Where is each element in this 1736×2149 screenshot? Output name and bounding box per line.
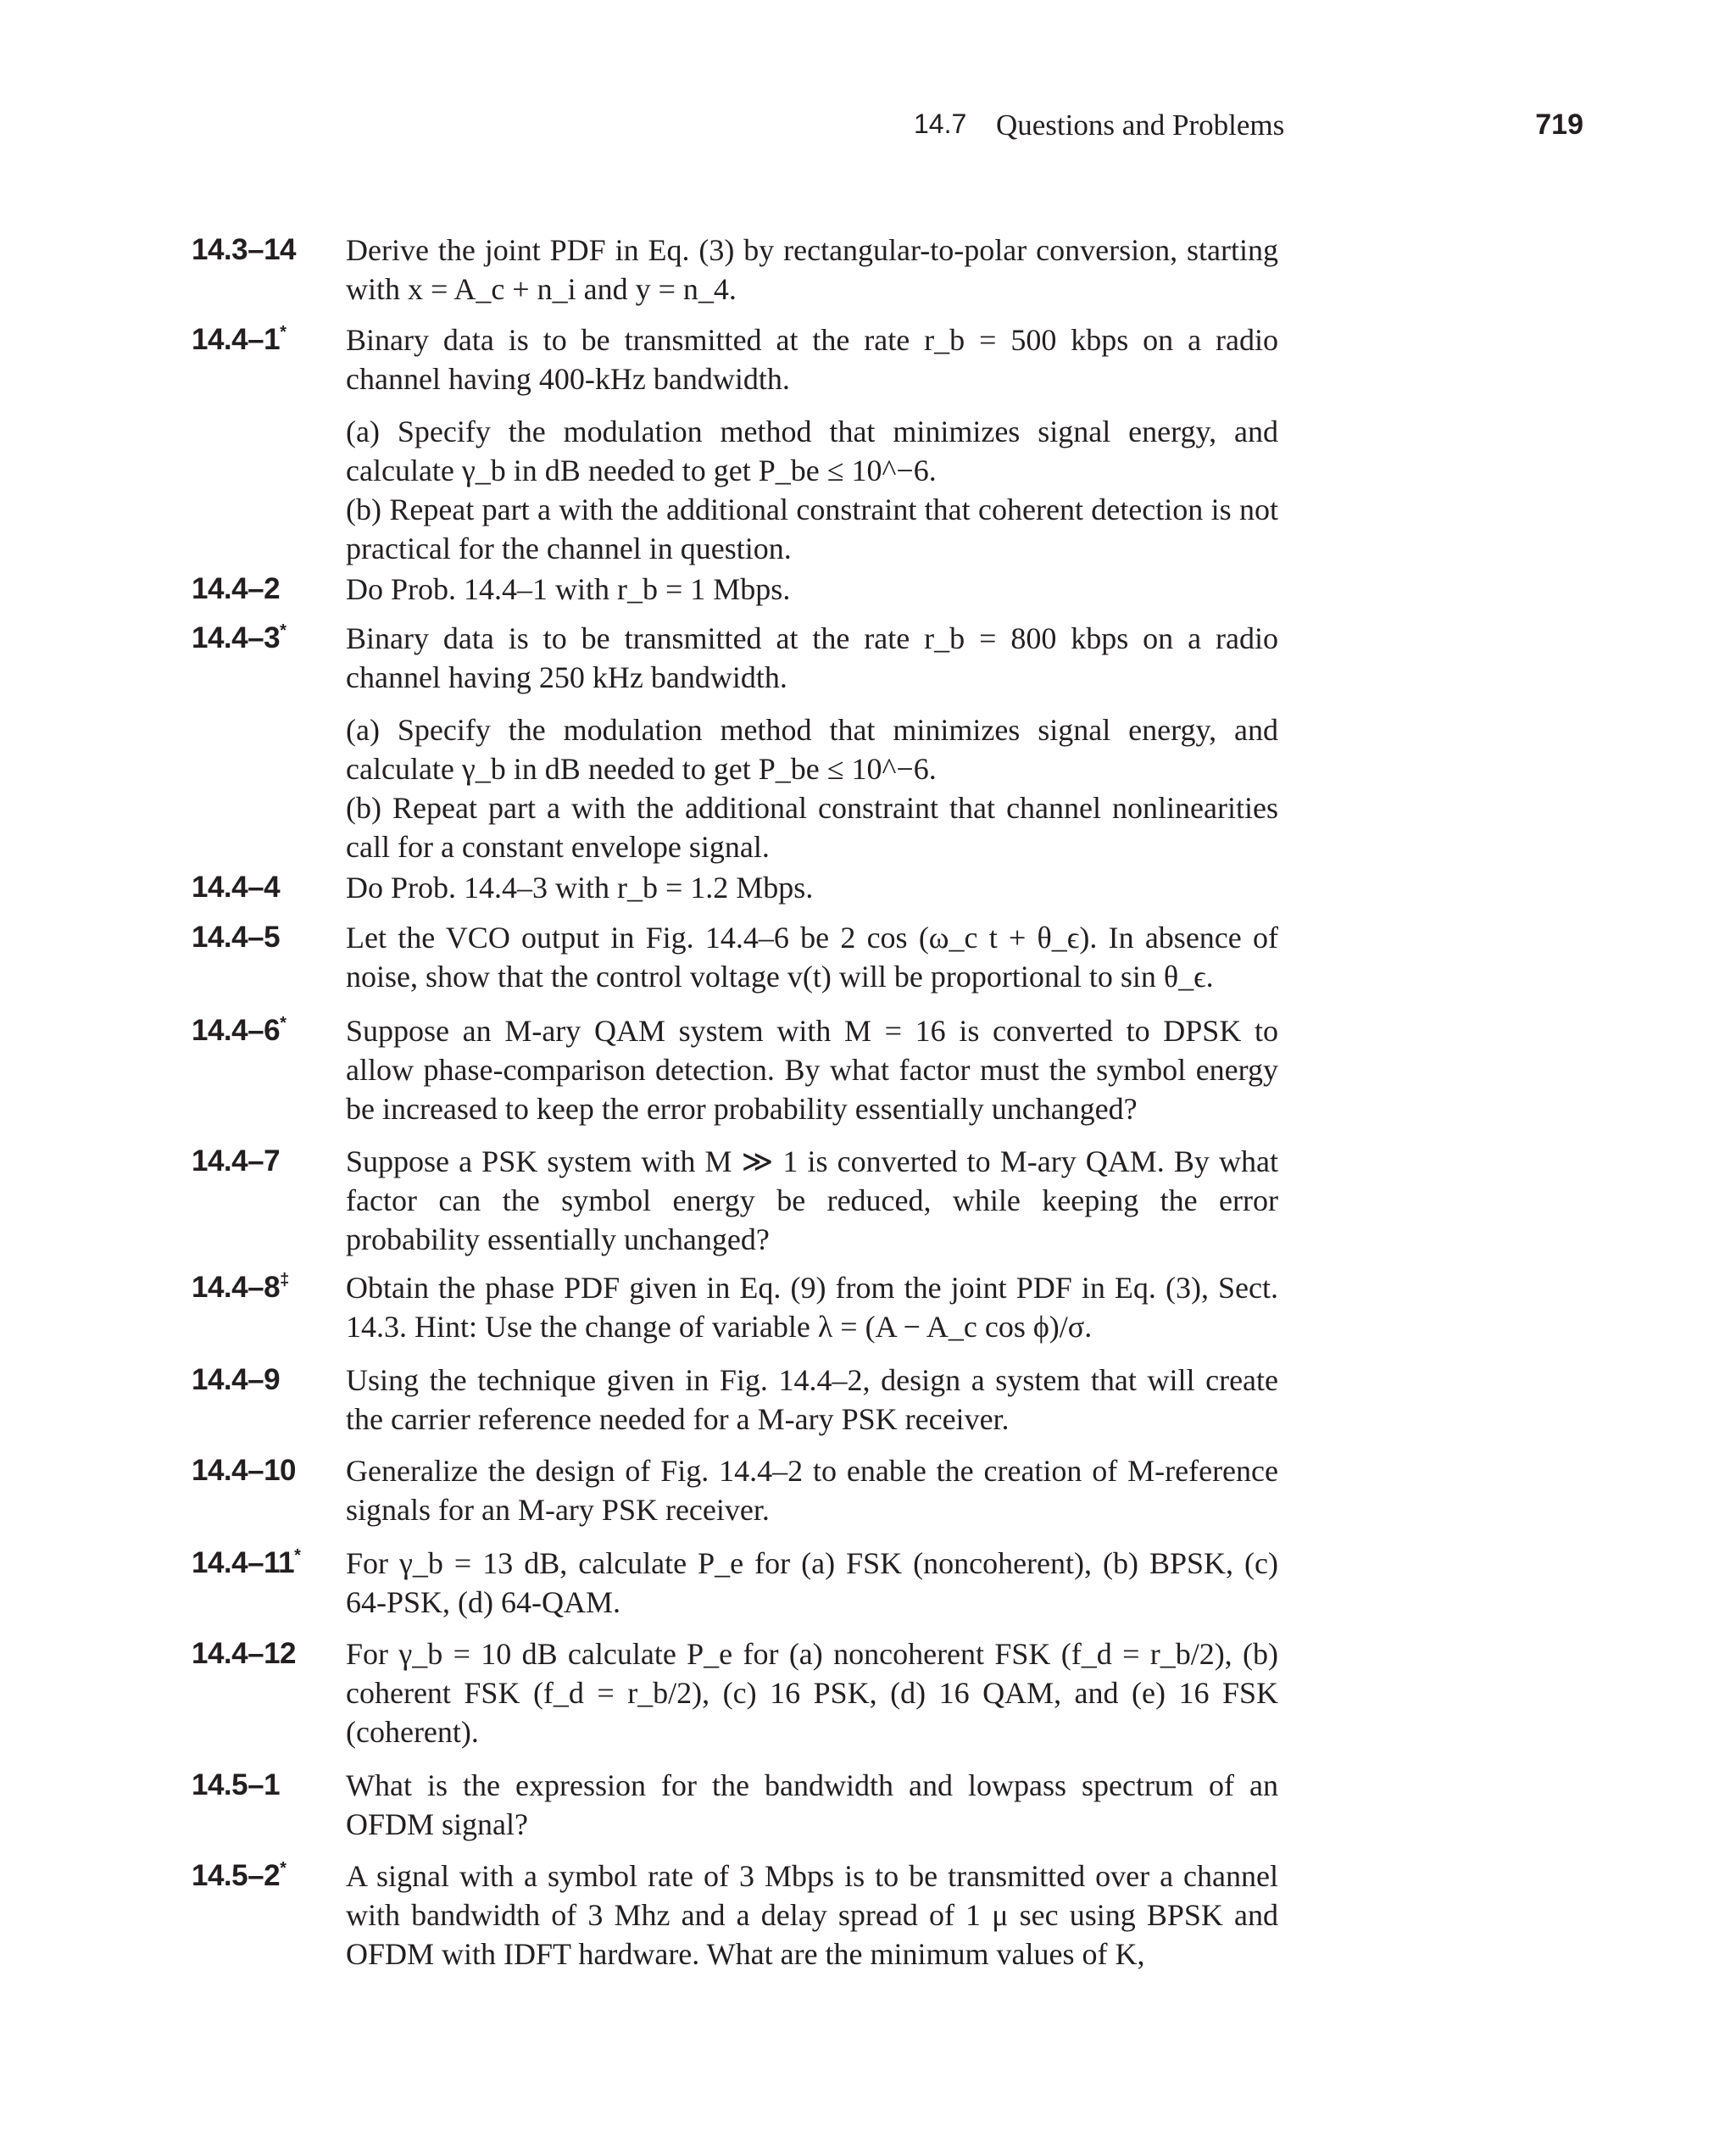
problem-part-b: (b) Repeat part a with the additional constraint that coherent detection is not practical for the channel in question.: [346, 493, 1278, 565]
problem-number: 14.4–9: [192, 1363, 281, 1396]
problem-text: [346, 1857, 1278, 1974]
problem-paragraph: Let the VCO output in Fig. 14.4–6 be 2 cos (ω_c t + θ_ϵ). In absence of noise, show that the control voltage v(t) will be proportional to sin θ_ϵ.: [346, 921, 1278, 994]
problem-number: 14.5–2*: [192, 1859, 287, 1892]
problem-number: 14.4–11*: [192, 1546, 301, 1579]
problem-number: 14.4–8‡: [192, 1271, 289, 1304]
problem-number: 14.4–3*: [192, 621, 287, 654]
problem-paragraph: For γ_b = 10 dB calculate P_e for (a) noncoherent FSK (f_d = r_b/2), (b) coherent FSK (f_d = r_b/2), (c) 16 PSK, (d) 16 QAM, and (e) 16 FSK (coherent).: [346, 1637, 1278, 1749]
problem-paragraph: Generalize the design of Fig. 14.4–2 to enable the creation of M-reference signals for an M-ary PSK receiver.: [346, 1454, 1278, 1527]
problem-text: [346, 619, 1278, 866]
page-number: 719: [1535, 109, 1583, 141]
problem-paragraph: Suppose a PSK system with M ≫ 1 is converted to M-ary QAM. By what factor can the symbol energy be reduced, while keeping the error probability essentially unchanged?: [346, 1144, 1278, 1256]
problem-text: [346, 1766, 1278, 1844]
section-title: Questions and Problems: [996, 109, 1285, 142]
problem-text: [346, 231, 1278, 309]
problem-part-a: (a) Specify the modulation method that minimizes signal energy, and calculate γ_b in dB needed to get P_be ≤ 10^−6.: [346, 713, 1278, 786]
problem-text: [346, 1634, 1278, 1751]
problem-text: [346, 1451, 1278, 1529]
problem-paragraph: For γ_b = 13 dB, calculate P_e for (a) FSK (noncoherent), (b) BPSK, (c) 64-PSK, (d) 64-QAM.: [346, 1546, 1278, 1619]
problem-number: 14.4–7: [192, 1144, 281, 1177]
problem-text: [346, 570, 1278, 609]
problem-number: 14.5–1: [192, 1768, 281, 1801]
problem-paragraph: Do Prob. 14.4–3 with r_b = 1.2 Mbps.: [346, 871, 814, 905]
problem-number: 14.4–10: [192, 1454, 297, 1487]
problem-text: [346, 868, 1278, 907]
problem-paragraph: Binary data is to be transmitted at the rate r_b = 800 kbps on a radio channel having 250 kHz bandwidth.: [346, 621, 1278, 694]
problem-paragraph: Binary data is to be transmitted at the rate r_b = 500 kbps on a radio channel having 400-kHz bandwidth.: [346, 323, 1278, 396]
section-number: 14.7: [914, 109, 967, 139]
problem-number: 14.4–12: [192, 1637, 297, 1670]
problem-number: 14.4–2: [192, 572, 281, 605]
problem-paragraph: A signal with a symbol rate of 3 Mbps is to be transmitted over a channel with bandwidth of 3 Mhz and a delay spread of 1 μ sec using BPSK and OFDM with IDFT hardware. What are the minimum values of K,: [346, 1859, 1278, 1971]
problem-text: [346, 320, 1278, 568]
problem-number: 14.4–6*: [192, 1014, 287, 1047]
problem-paragraph: What is the expression for the bandwidth and lowpass spectrum of an OFDM signal?: [346, 1768, 1278, 1841]
problem-text: [346, 1011, 1278, 1128]
problem-paragraph: Derive the joint PDF in Eq. (3) by rectangular-to-polar conversion, starting with x = A_c + n_i and y = n_4.: [346, 233, 1278, 306]
problem-part-b: (b) Repeat part a with the additional constraint that channel nonlinearities call for a constant envelope signal.: [346, 791, 1278, 864]
problem-text: [346, 918, 1278, 996]
running-head: [0, 109, 1736, 146]
problem-number: 14.4–4: [192, 871, 281, 904]
problem-paragraph: Suppose an M-ary QAM system with M = 16 is converted to DPSK to allow phase-comparison detection. By what factor must the symbol energy be increased to keep the error probability essentially unchanged?: [346, 1014, 1278, 1126]
problem-number: 14.3–14: [192, 233, 297, 266]
problem-paragraph: Obtain the phase PDF given in Eq. (9) from the joint PDF in Eq. (3), Sect. 14.3. Hint: Use the change of variable λ = (A − A_c cos ϕ)/σ.: [346, 1271, 1278, 1344]
problem-number: 14.4–5: [192, 921, 281, 954]
problem-part-a: (a) Specify the modulation method that minimizes signal energy, and calculate γ_b in dB needed to get P_be ≤ 10^−6.: [346, 415, 1278, 487]
problem-number: 14.4–1*: [192, 323, 287, 356]
problem-text: [346, 1142, 1278, 1259]
problem-paragraph: Do Prob. 14.4–1 with r_b = 1 Mbps.: [346, 572, 791, 606]
problem-text: [346, 1544, 1278, 1622]
problem-paragraph: Using the technique given in Fig. 14.4–2, design a system that will create the carrier reference needed for a M-ary PSK receiver.: [346, 1363, 1278, 1436]
problem-text: [346, 1268, 1278, 1346]
problem-text: [346, 1361, 1278, 1439]
